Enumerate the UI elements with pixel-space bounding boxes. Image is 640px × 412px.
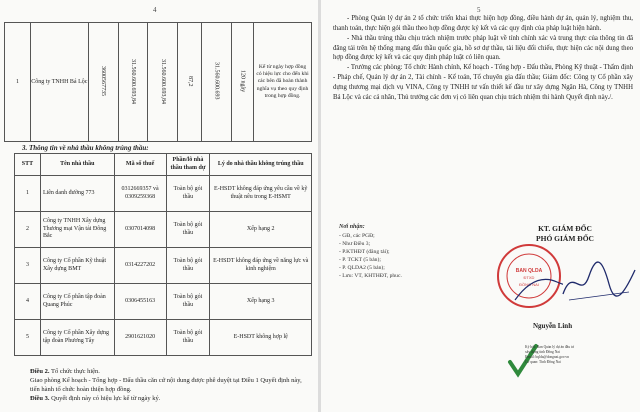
col-header: Tên nhà thầu: [40, 154, 114, 176]
row-stt: 3: [15, 248, 41, 284]
row-stt: 4: [15, 284, 41, 320]
row-name: Công ty Cổ phần Kỹ thuật Xây dựng BMT: [40, 248, 114, 284]
row-part: Toàn bộ gói thầu: [166, 320, 210, 356]
right-page: [321, 0, 640, 412]
col-header: STT: [15, 154, 41, 176]
decision-articles: [30, 367, 312, 403]
table-row: [15, 320, 312, 356]
svg-text:BAN QLDA: BAN QLDA: [515, 268, 543, 274]
winner-index: 1: [5, 23, 31, 142]
table-row: [15, 248, 312, 284]
sign-title-line-1: KT. GIÁM ĐỐC: [538, 224, 592, 233]
paragraph: - Trưởng các phòng: Tổ chức Hành chính, Kế hoạch - Tổng hợp - Đấu thầu, Phòng Kỹ thuật - Thẩm định - Pháp chế, Quản lý dự án 2, Tài chính - Kế toán, Tổ chuyên gia đấu thầu; Giám đốc: Công ty Cổ phần xây dựng thương mại dịch vụ VINA, Công ty TNHH tư vấn thiết kế đầu tư xây dựng Ngân Hà, Công ty TNHH Bá Lộc và các cá nhân, Thủ trưởng các đơn vị có liên quan chịu trách nhiệm thi hành Quyết định này./.: [333, 64, 633, 101]
winner-duration: 120 ngày: [239, 69, 246, 93]
row-reason: E-HSDT không hợp lệ: [210, 320, 312, 356]
official-stamp-icon: [495, 242, 563, 310]
row-reason: Xếp hạng 3: [210, 284, 312, 320]
row-reason: Xếp hạng 2: [210, 212, 312, 248]
row-part: Toàn bộ gói thầu: [166, 284, 210, 320]
paragraph: - Nhà thầu trúng thầu chịu trách nhiệm trước pháp luật về tính chính xác và trung thực của thông tin đã đăng tải trên hệ thống mạng đấu thầu quốc gia, hồ sơ dự thầu, tài liệu đối chiếu, thực hiện các nội dung theo hợp đồng được ký kết và các quy định pháp luật có liên quan.: [333, 34, 633, 62]
winner-corrected-price: 31.560.600.693,84: [159, 58, 166, 104]
paragraph: - Phòng Quản lý dự án 2 tổ chức triển khai thực hiện hợp đồng, điều hành dự án, quản lý, nghiệm thu, thanh toán, thực hiện gói thầu theo hợp đồng được ký kết và các quy định của pháp luật hiện hành.: [333, 15, 633, 32]
digital-signature-info: Ký bởi: Ban Quản lý dự án đầu tư xây dựng tỉnh Đồng Nai Email: bqlda@dongnai.gov.vn Cơ quan: Tỉnh Đồng Nai: [525, 345, 574, 365]
row-stt: 1: [15, 176, 41, 212]
row-stt: 2: [15, 212, 41, 248]
row-stt: 5: [15, 320, 41, 356]
row-name: Công ty Cổ phần tập đoàn Quang Phúc: [40, 284, 114, 320]
table-row: [15, 212, 312, 248]
page-number: 5: [477, 6, 481, 14]
winner-contract-price: 31.560.600.693: [213, 62, 220, 100]
row-part: Toàn bộ gói thầu: [166, 176, 210, 212]
losing-bidders-table: [14, 153, 312, 356]
handwritten-signature-icon: [559, 256, 639, 308]
recipient-item: - P.KTHĐT (đăng tải);: [339, 248, 390, 255]
page-number: 4: [153, 6, 157, 14]
recipient-item: - GĐ, các PGĐ;: [339, 232, 375, 239]
row-reason: E-HSDT không đáp ứng về năng lực và kinh nghiệm: [210, 248, 312, 284]
col-header: Phần/lô nhà thầu tham dự: [166, 154, 210, 176]
row-tax: 0307014098: [114, 212, 166, 248]
recipient-item: - Như Điều 3;: [339, 240, 371, 247]
row-tax: 0314227202: [114, 248, 166, 284]
row-tax: 0306455163: [114, 284, 166, 320]
article-2-detail: Giao phòng Kế hoạch - Tổng hợp - Đấu thầu căn cứ nội dung được phê duyệt tại Điều 1 Quyết định này, tiến hành tổ chức hoàn thiện hợp đồng.: [30, 377, 302, 394]
article-2: Điều 2. Tổ chức thực hiện.: [30, 368, 100, 375]
svg-text:ĐTXD: ĐTXD: [523, 275, 535, 280]
recipients-label: Nơi nhận:: [339, 224, 365, 230]
winner-table: [4, 22, 312, 142]
recipient-item: - P. QLDA2 (5 bản);: [339, 265, 385, 272]
recipients-block: [339, 223, 479, 280]
winner-tax-code: 3600567735: [100, 66, 107, 96]
left-page: [0, 0, 318, 412]
signer-name: Nguyễn Linh: [533, 322, 573, 330]
row-name: Công ty TNHH Xây dựng Thương mại Vận tải Đông Bắc: [40, 212, 114, 248]
article-3: Điều 3. Quyết định này có hiệu lực kể từ ngày ký.: [30, 395, 161, 403]
decision-body: [333, 14, 633, 103]
winner-company: Công ty TNHH Bá Lộc: [30, 23, 88, 142]
winner-evaluated-value: 87,2: [186, 75, 193, 87]
row-name: Liên danh đường 773: [40, 176, 114, 212]
table-header-row: [15, 154, 312, 176]
table-row: [15, 176, 312, 212]
winner-note: Kể từ ngày hợp đồng có hiệu lực cho đến khi các bên đã hoàn thành nghĩa vụ theo quy định trong hợp đồng.: [254, 23, 312, 142]
table-row: [15, 284, 312, 320]
svg-text:ĐỒNG NAI: ĐỒNG NAI: [519, 282, 539, 287]
row-tax: 2901621020: [114, 320, 166, 356]
recipient-item: - P. TCKT (5 bản);: [339, 257, 381, 264]
row-tax: 0312669357 và 0309259368: [114, 176, 166, 212]
row-part: Toàn bộ gói thầu: [166, 248, 210, 284]
row-part: Toàn bộ gói thầu: [166, 212, 210, 248]
row-reason: E-HSDT không đáp ứng yêu cầu về kỹ thuật nêu trong E-HSMT: [210, 176, 312, 212]
section-title: 3. Thông tin về nhà thầu không trúng thầu:: [22, 144, 149, 152]
col-header: Lý do nhà thầu không trúng thầu: [210, 154, 312, 176]
recipient-item: - Lưu: VT, KHTHĐT, phuc.: [339, 273, 402, 280]
sign-title-line-2: PHÓ GIÁM ĐỐC: [536, 234, 594, 244]
row-name: Công ty Cổ phần Xây dựng tập đoàn Phương Tây: [40, 320, 114, 356]
col-header: Mã số thuế: [114, 154, 166, 176]
winner-bid-price: 31.560.600.693,84: [130, 58, 137, 104]
